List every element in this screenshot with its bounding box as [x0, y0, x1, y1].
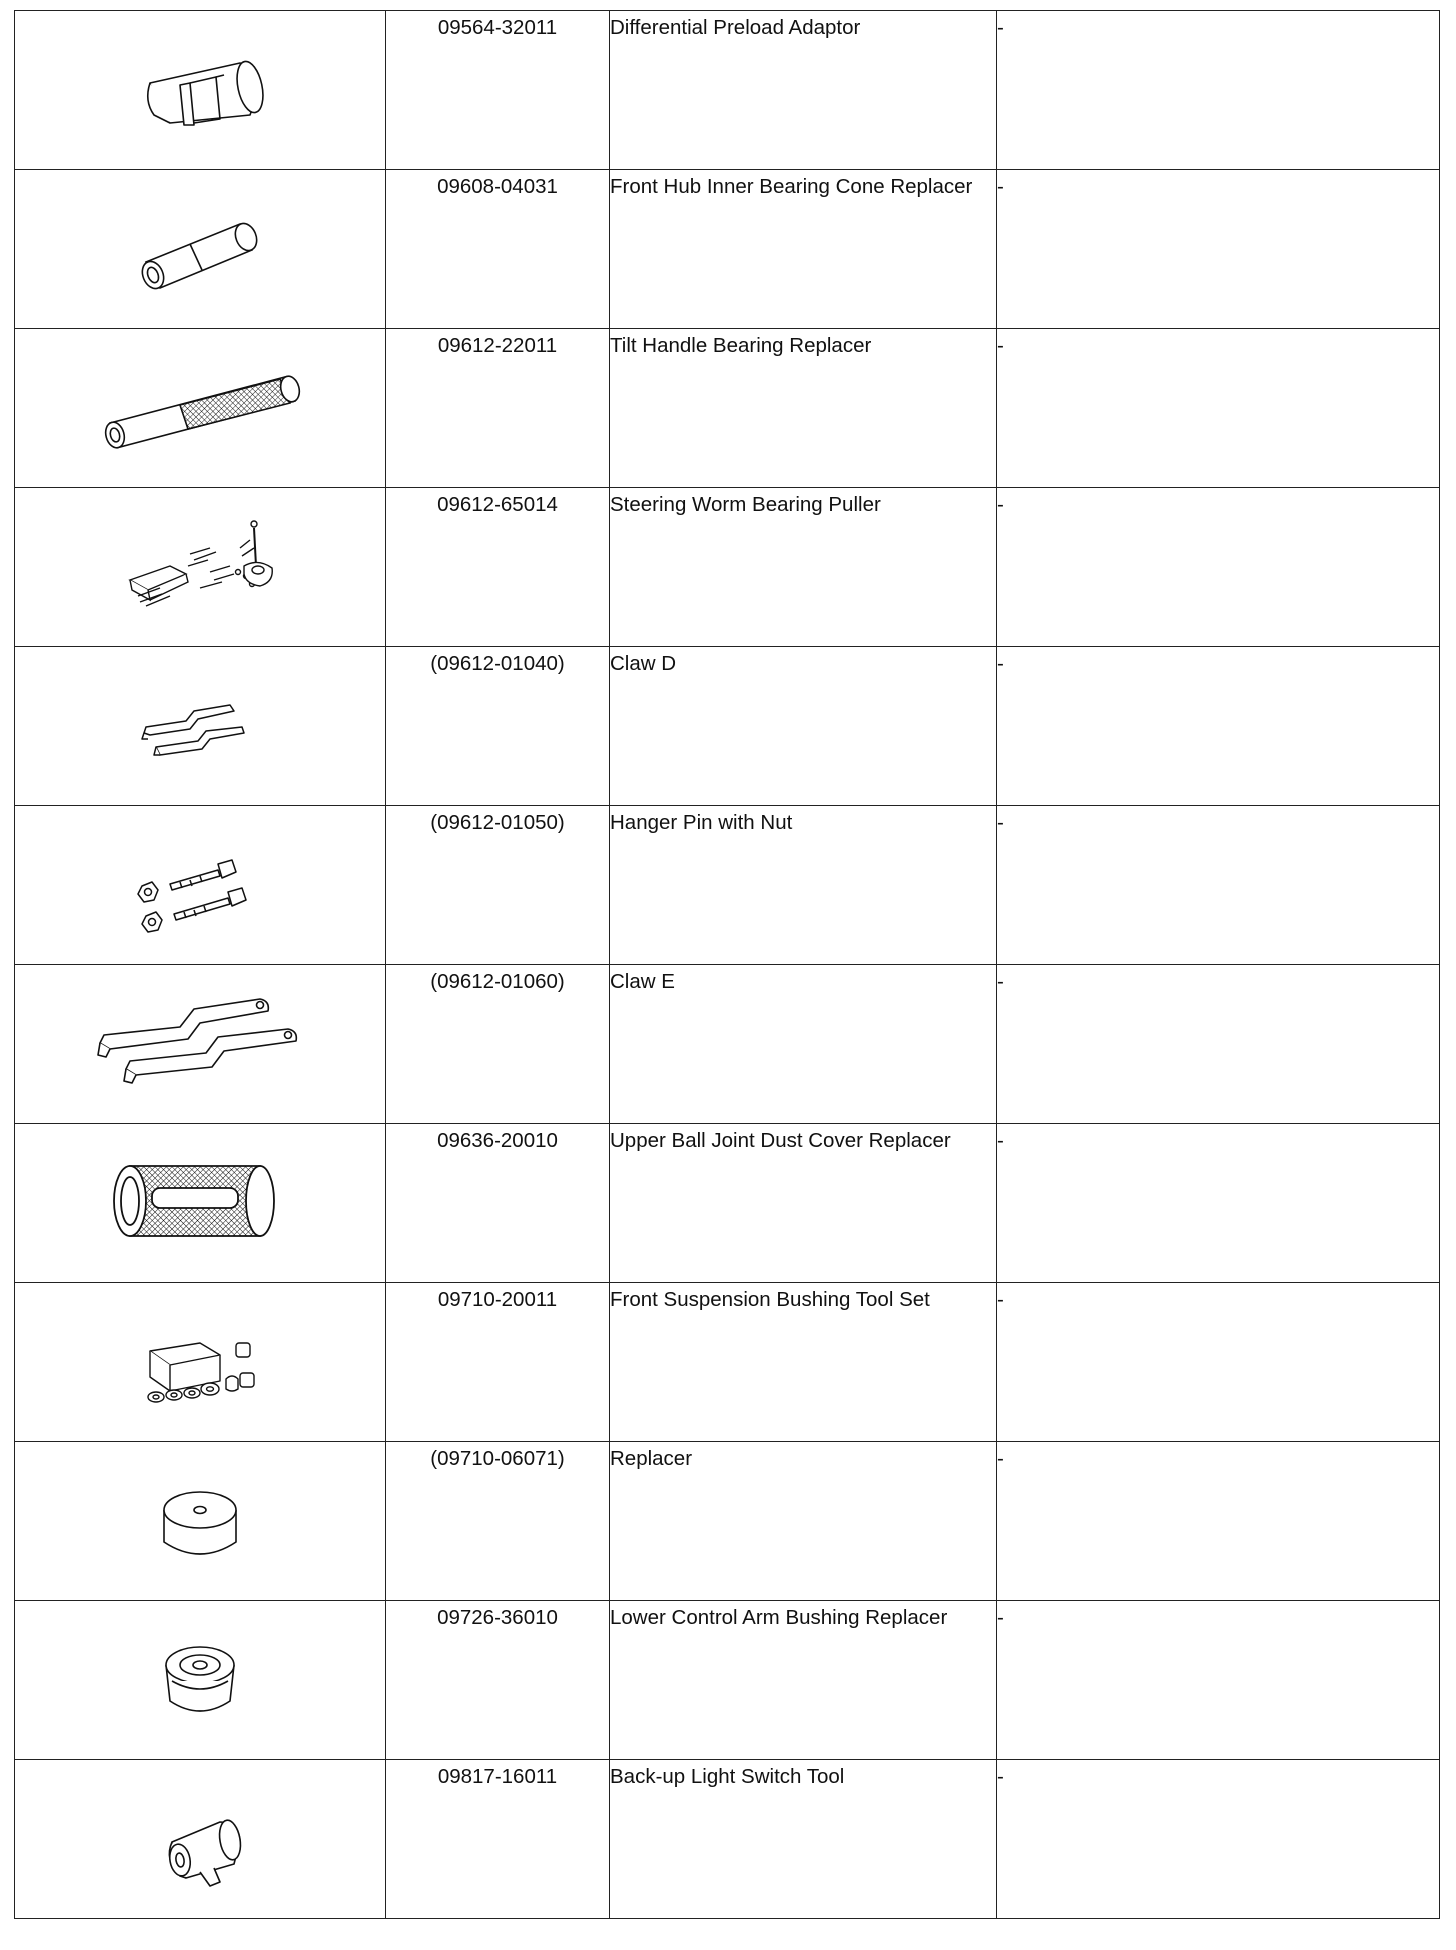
- table-row: [15, 1760, 1440, 1919]
- tool-name: Claw E: [610, 965, 997, 1124]
- tool-illustration-cell: [15, 965, 386, 1124]
- table-row: [15, 170, 1440, 329]
- tool-name: Steering Worm Bearing Puller: [610, 488, 997, 647]
- part-number: 09817-16011: [386, 1760, 610, 1919]
- tool-name: Upper Ball Joint Dust Cover Replacer: [610, 1124, 997, 1283]
- part-number: 09608-04031: [386, 170, 610, 329]
- knurled-bar-icon: [80, 329, 320, 459]
- claw-e-icon: [70, 965, 330, 1095]
- table-row: [15, 329, 1440, 488]
- part-number: (09612-01040): [386, 647, 610, 806]
- tool-illustration-cell: [15, 1601, 386, 1760]
- tool-illustration-cell: [15, 1442, 386, 1601]
- puller-kit-icon: [90, 488, 310, 618]
- table-row: [15, 1601, 1440, 1760]
- knurled-cylinder-icon: [90, 1124, 310, 1254]
- tool-illustration-cell: [15, 647, 386, 806]
- tool-illustration-cell: [15, 329, 386, 488]
- tool-name: Back-up Light Switch Tool: [610, 1760, 997, 1919]
- tool-name: Replacer: [610, 1442, 997, 1601]
- part-number: 09612-22011: [386, 329, 610, 488]
- tool-name: Hanger Pin with Nut: [610, 806, 997, 965]
- tube-replacer-icon: [90, 170, 310, 300]
- table-row: [15, 488, 1440, 647]
- bushing-replacer-icon: [90, 1601, 310, 1731]
- tool-illustration-cell: [15, 1283, 386, 1442]
- table-row: [15, 647, 1440, 806]
- special-tools-table: [14, 10, 1440, 1919]
- claw-d-icon: [90, 647, 310, 777]
- part-number: (09612-01060): [386, 965, 610, 1124]
- tool-note: -: [997, 647, 1440, 806]
- tool-illustration-cell: [15, 488, 386, 647]
- tool-note: -: [997, 11, 1440, 170]
- part-number: 09636-20010: [386, 1124, 610, 1283]
- tool-note: -: [997, 1283, 1440, 1442]
- tool-note: -: [997, 806, 1440, 965]
- tool-name: Front Hub Inner Bearing Cone Replacer: [610, 170, 997, 329]
- part-number: (09612-01050): [386, 806, 610, 965]
- tool-note: -: [997, 1601, 1440, 1760]
- part-number: 09564-32011: [386, 11, 610, 170]
- tool-set-icon: [90, 1283, 310, 1413]
- tool-illustration-cell: [15, 1760, 386, 1919]
- split-sleeve-icon: [90, 11, 310, 141]
- part-number: 09612-65014: [386, 488, 610, 647]
- table-row: [15, 965, 1440, 1124]
- tool-illustration-cell: [15, 170, 386, 329]
- table-row: [15, 806, 1440, 965]
- hanger-pin-icon: [90, 806, 310, 936]
- table-row: [15, 1283, 1440, 1442]
- part-number: 09726-36010: [386, 1601, 610, 1760]
- tool-name: Lower Control Arm Bushing Replacer: [610, 1601, 997, 1760]
- tool-note: -: [997, 329, 1440, 488]
- tool-note: -: [997, 1442, 1440, 1601]
- tool-name: Differential Preload Adaptor: [610, 11, 997, 170]
- puck-replacer-icon: [90, 1442, 310, 1572]
- table-row: [15, 1124, 1440, 1283]
- tool-note: -: [997, 965, 1440, 1124]
- tool-name: Front Suspension Bushing Tool Set: [610, 1283, 997, 1442]
- tool-note: -: [997, 488, 1440, 647]
- tool-note: -: [997, 1760, 1440, 1919]
- tool-illustration-cell: [15, 11, 386, 170]
- table-row: [15, 1442, 1440, 1601]
- tool-illustration-cell: [15, 806, 386, 965]
- tool-name: Claw D: [610, 647, 997, 806]
- part-number: (09710-06071): [386, 1442, 610, 1601]
- tool-name: Tilt Handle Bearing Replacer: [610, 329, 997, 488]
- part-number: 09710-20011: [386, 1283, 610, 1442]
- tool-note: -: [997, 1124, 1440, 1283]
- tool-note: -: [997, 170, 1440, 329]
- socket-tool-icon: [90, 1760, 310, 1890]
- table-row: [15, 11, 1440, 170]
- tool-illustration-cell: [15, 1124, 386, 1283]
